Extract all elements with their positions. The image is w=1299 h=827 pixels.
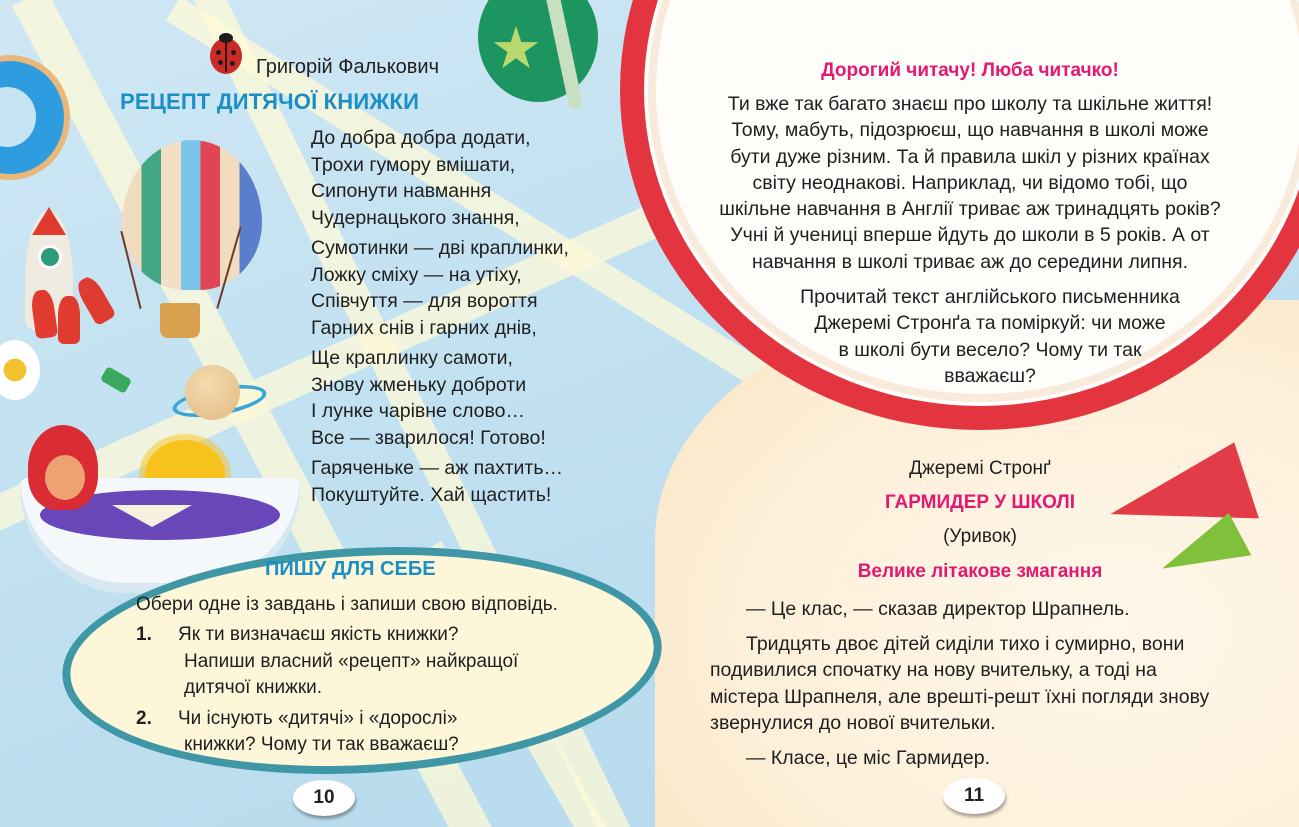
poem-line: Чудернацького знання,	[311, 206, 520, 229]
poem-line: Трохи гумору вмішати,	[311, 153, 516, 176]
paper-boat-icon	[112, 505, 192, 527]
story-paragraph	[710, 631, 1250, 737]
story-author: Джеремі Стронґ	[909, 458, 1051, 479]
greeting-title: Дорогий читачу! Люба читачко!	[821, 60, 1119, 81]
poem-line: Сумотинки — дві краплинки,	[311, 237, 569, 259]
greeting-line: навчання в школі триває аж до середини липня.	[751, 250, 1189, 273]
greeting-line: бути дуже різним. Та й правила шкіл у різних країнах	[730, 145, 1210, 168]
star-icon: ★	[490, 16, 542, 81]
planet-icon	[185, 365, 240, 420]
poem-title: РЕЦЕПТ ДИТЯЧОЇ КНИЖКИ	[120, 89, 420, 114]
poem-stanza	[311, 235, 569, 341]
story-line: — Класе, це міс Гармидер.	[746, 746, 990, 769]
poem-line: Гаряченьке — аж пахтить…	[311, 457, 564, 479]
question-line: Прочитай текст англійського письменника	[800, 286, 1180, 308]
writing-task-item	[136, 622, 558, 702]
task-number: 2.	[136, 707, 152, 729]
greeting-line: шкільне навчання в Англії триває аж тринадцять років?	[719, 198, 1221, 221]
task-line: книжки? Чому ти так вважаєш?	[184, 734, 459, 755]
writing-task-intro: Обери одне із завдань і запиши свою відповідь.	[136, 594, 558, 615]
question-line: Джеремі Стронґа та поміркуй: чи може	[814, 312, 1166, 335]
poem-line: Все — зварилося! Готово!	[311, 426, 546, 449]
writing-task-title: ПИШУ ДЛЯ СЕБЕ	[265, 558, 436, 580]
page-number-left: 10	[293, 780, 355, 816]
greeting-body	[690, 91, 1250, 275]
poem	[311, 125, 569, 512]
task-line: Як ти визначаєш якість книжки?	[178, 624, 459, 645]
story-line: — Це клас, — сказав директор Шрапнель.	[746, 598, 1130, 620]
greeting-line: Учні й учениці вперше йдуть до школи в 5 років. А от	[730, 224, 1210, 247]
question-line: в школі бути весело? Чому ти так	[838, 338, 1142, 361]
task-text	[178, 622, 558, 702]
writing-task-list	[136, 622, 558, 763]
reading-question	[770, 284, 1210, 389]
task-text	[178, 706, 558, 759]
page-number-right: 11	[943, 778, 1005, 814]
rocket-tip-icon	[32, 207, 66, 235]
balloon-basket-icon	[160, 303, 200, 338]
poem-author: Григорій Фалькович	[256, 56, 440, 78]
poem-stanza	[311, 455, 569, 508]
rocket-window-icon	[38, 245, 62, 269]
story-line: звернулися до нової вчительки.	[710, 712, 996, 734]
task-line: дитячої книжки.	[184, 677, 323, 698]
story-text	[710, 596, 1250, 779]
story-paragraph	[710, 745, 1250, 772]
poem-line: Знову жменьку доброти	[311, 373, 527, 396]
story-paragraph	[710, 596, 1250, 623]
greeting-line: світу неоднакові. Наприклад, чи відомо тобі, що	[752, 171, 1188, 194]
poem-line: Ложку сміху — на утіху,	[311, 263, 522, 286]
poem-stanza	[311, 125, 569, 231]
story-line: Тридцять двоє дітей сиділи тихо і сумирно, вони	[746, 632, 1185, 655]
rocket-fin-icon	[58, 296, 80, 344]
question-line: вважаєш?	[944, 364, 1036, 387]
ladybug-icon	[210, 38, 242, 74]
story-line: містера Шрапнеля, але врешті-решт їхні погляди знову	[710, 685, 1210, 708]
greeting-line: Ти вже так багато знаєш про школу та шкільне життя!	[727, 93, 1213, 115]
writing-task-item	[136, 706, 558, 759]
story-subtitle: (Уривок)	[943, 526, 1017, 547]
poem-line: Ще краплинку самоти,	[311, 347, 513, 369]
poem-line: І лунке чарівне слово…	[311, 400, 525, 422]
story-line: подивилися спочатку на нову вчительку, а тоді на	[710, 659, 1157, 681]
poem-line: Гарних снів і гарних днів,	[311, 316, 537, 339]
poem-line: До добра добра додати,	[311, 127, 531, 149]
greeting-line: Тому, мабуть, підозрюєш, що навчання в школі може	[731, 119, 1209, 142]
task-line: Напиши власний «рецепт» найкращої	[184, 650, 519, 672]
poem-line: Співчуття — для вороття	[311, 290, 538, 312]
task-number: 1.	[136, 624, 152, 645]
poem-stanza	[311, 345, 569, 451]
poem-line: Покуштуйте. Хай щастить!	[311, 483, 552, 506]
chapter-title: Велике літакове змагання	[857, 561, 1103, 582]
task-line: Чи існують «дитячі» і «дорослі»	[178, 707, 458, 729]
monster-belly-icon	[45, 455, 85, 500]
story-title: ГАРМИДЕР У ШКОЛІ	[884, 492, 1076, 513]
poem-line: Сипонути навмання	[311, 180, 492, 202]
